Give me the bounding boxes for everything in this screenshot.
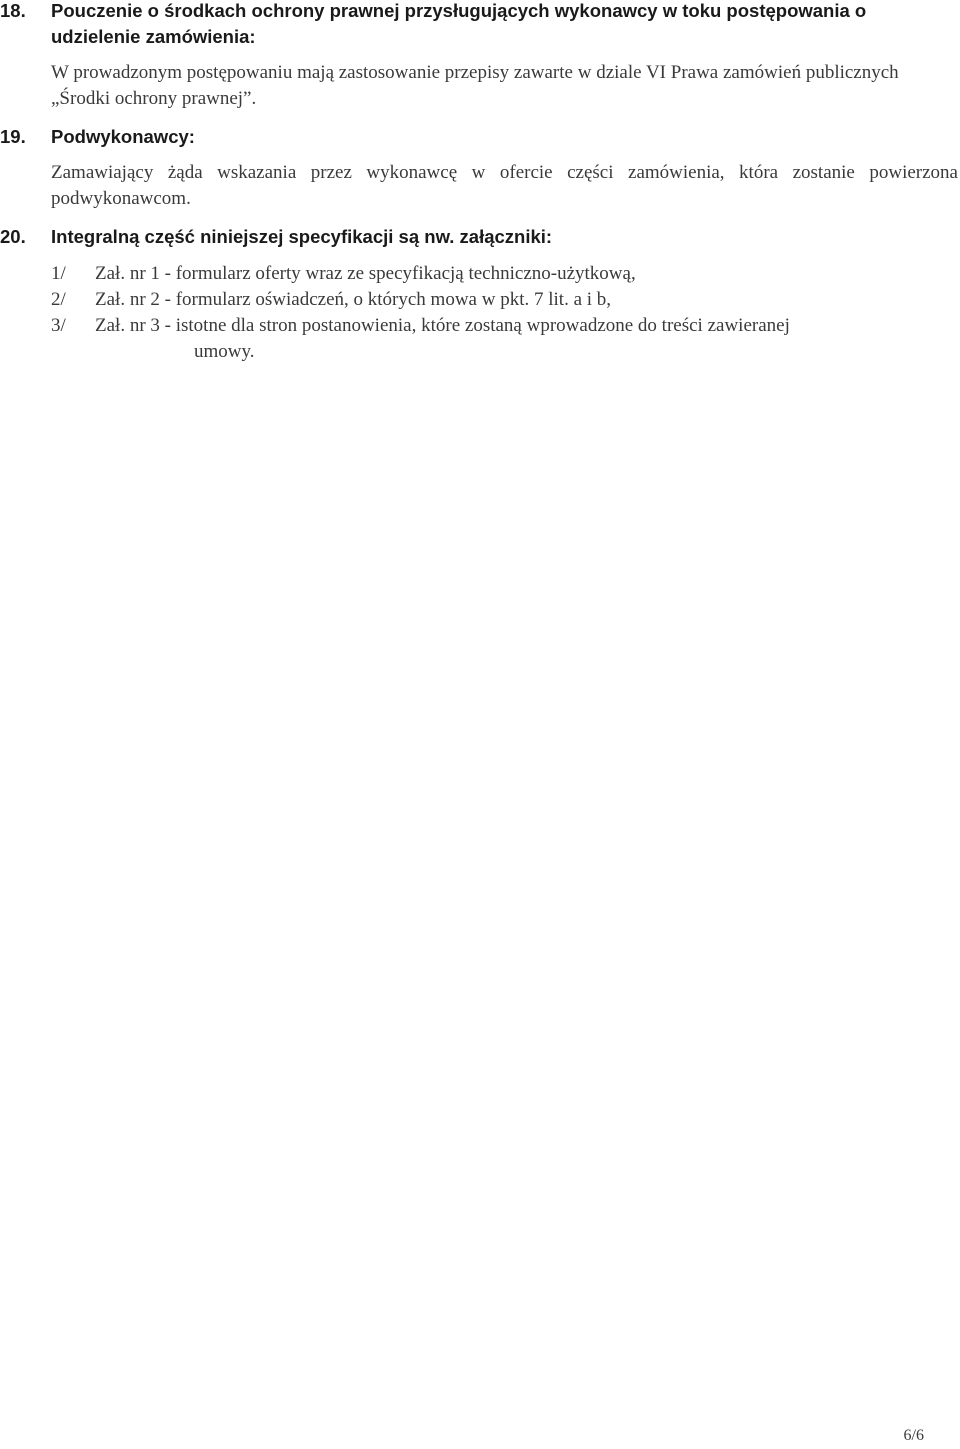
section-18-body: W prowadzonym postępowaniu mają zastosowanie przepisy zawarte w dziale VI Prawa zamówień publicznych „Środki ochrony prawnej”.: [51, 62, 899, 109]
section-20-heading: [0, 224, 958, 250]
section-number: 20.: [0, 226, 26, 247]
page-number: 6/6: [903, 1427, 924, 1444]
attachment-marker: 1/: [51, 263, 66, 284]
section-number: 19.: [0, 126, 26, 147]
attachment-text-continuation: umowy.: [194, 341, 255, 362]
attachment-marker: 3/: [51, 315, 66, 336]
section-19-heading: [0, 124, 958, 150]
section-number: 18.: [0, 0, 26, 21]
section-title: Pouczenie o środkach ochrony prawnej przysługujących wykonawcy w toku postępowania o udzielenie zamówienia:: [51, 0, 867, 47]
attachment-item-3: [51, 313, 958, 365]
section-19-body: Zamawiający żąda wskazania przez wykonawcę w ofercie części zamówienia, która zostanie powierzona podwykonawcom.: [51, 162, 958, 209]
attachment-text: Zał. nr 2 - formularz oświadczeń, o których mowa w pkt. 7 lit. a i b,: [95, 289, 612, 310]
attachment-item-1: [51, 261, 958, 287]
attachment-marker: 2/: [51, 289, 66, 310]
section-title: Integralną część niniejszej specyfikacji są nw. załączniki:: [51, 226, 553, 247]
attachment-text: Zał. nr 1 - formularz oferty wraz ze specyfikacją techniczno-użytkową,: [95, 263, 636, 284]
section-title: Podwykonawcy:: [51, 126, 195, 147]
attachment-text: Zał. nr 3 - istotne dla stron postanowienia, które zostaną wprowadzone do treści zawieranej: [95, 315, 790, 336]
section-18-heading: [0, 0, 958, 50]
attachment-item-2: [51, 287, 958, 313]
